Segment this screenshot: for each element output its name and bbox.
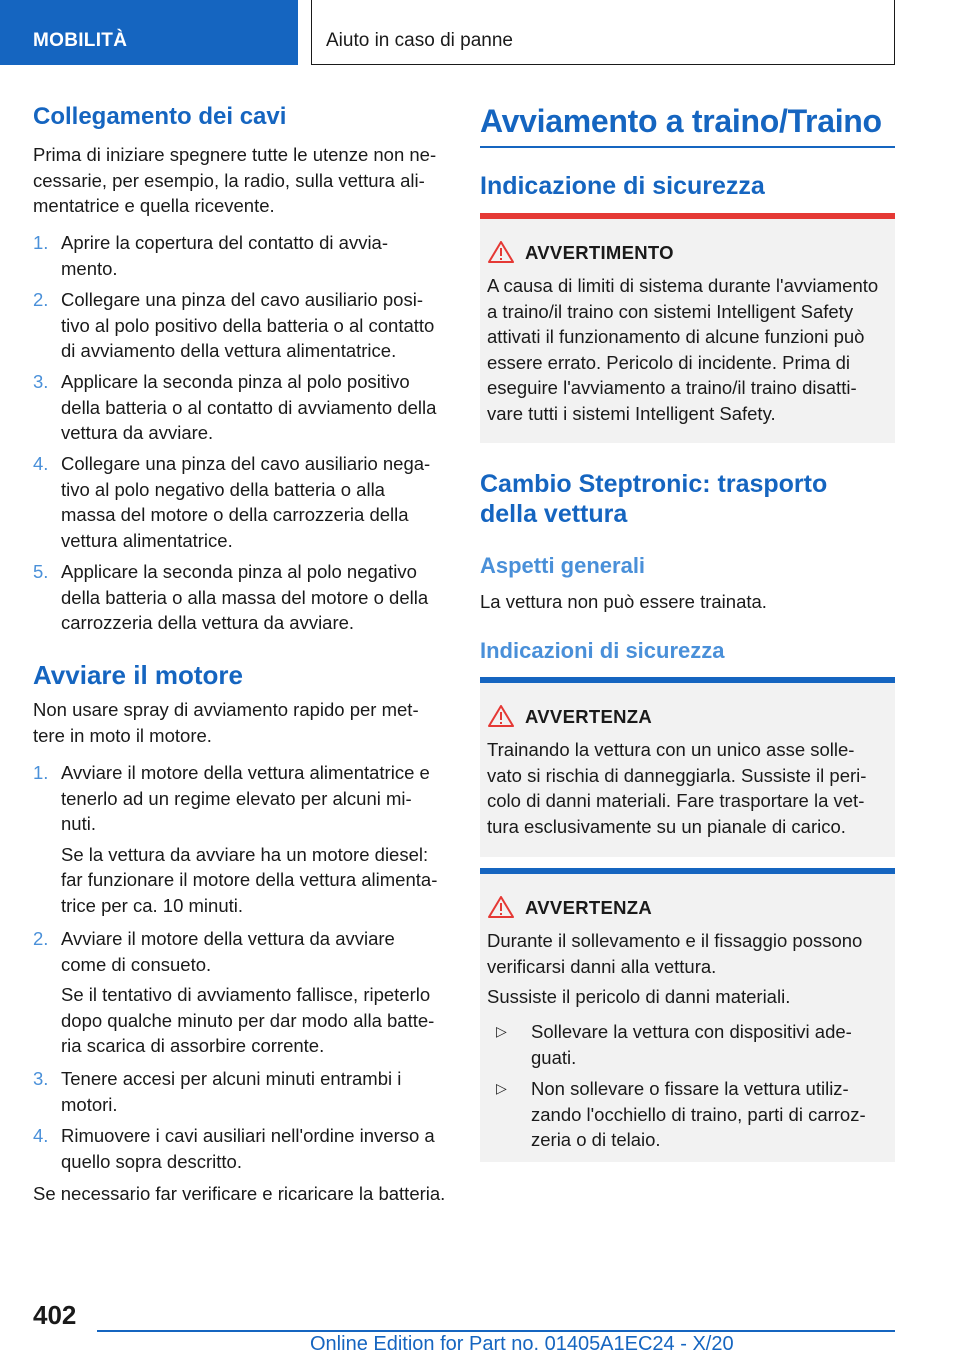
heading-start-engine: Avviare il motore [33, 660, 244, 690]
edition-info: Online Edition for Part no. 01405A1EC24 - X/20 [310, 1333, 734, 1355]
footer-rule [97, 1330, 895, 1332]
heading-safety-notes: Indicazioni di sicurezza [480, 638, 725, 663]
warning-bar [480, 213, 895, 219]
general-text: La vettura non può essere trainata. [480, 591, 767, 612]
heading-general: Aspetti generali [480, 553, 646, 578]
triangle-bullet-icon: ▷ [496, 1080, 507, 1096]
notice-bar [480, 868, 895, 874]
notice-title: AVVERTENZA [525, 706, 653, 727]
chapter-tab [311, 0, 895, 65]
title-underline [480, 146, 895, 148]
page-number: 402 [33, 1300, 77, 1330]
warning-triangle-icon [488, 896, 514, 918]
warning-triangle-icon [488, 241, 514, 263]
cable-intro: Prima di iniziare spegnere tutte le utenze non ne- cessarie, per esempio, la radio, sulla vettura ali- mentatrice e quella ricevente. [33, 144, 437, 216]
notice-box [480, 677, 895, 857]
notice-box: AVVERTENZA Durante il sollevamento e il fissaggio possono verificarsi danni alla vettura. Sussiste il pericolo di danni materiali. ▷ Sollevare la vettura con dispositivi ade- guati. ▷ Non sollevare o fissare la vettura utiliz- zando l'occhiello di traino, parti di carroz- zeria o di telaio. [480, 868, 895, 1162]
section-title: MOBILITÀ [33, 30, 128, 51]
notice-title: AVVERTENZA [525, 897, 653, 918]
notice-bar [480, 677, 895, 683]
section-tab [0, 0, 298, 65]
warning-box [480, 213, 895, 443]
warning-text: A causa di limiti di sistema durante l'avviamento a traino/il traino con sistemi Intelligent Safety attivati il funzionamento di alcune funzioni può essere errato. Pericolo di incidente. Prima di eseguire l'avviamento a traino/il traino disatti- vare tutti i sistemi Intelligent Safety. [487, 275, 879, 424]
heading-safety: Indicazione di sicurezza [480, 172, 765, 200]
start-intro: Non usare spray di avviamento rapido per met- tere in moto il motore. [33, 699, 419, 746]
warning-triangle-icon [488, 705, 514, 727]
chapter-title: Aiuto in caso di panne [326, 30, 513, 51]
heading-towing: Avviamento a traino/Traino [480, 103, 882, 139]
triangle-bullet-icon: ▷ [496, 1023, 507, 1039]
battery-note: Se necessario far verificare e ricaricare la batteria. [33, 1183, 446, 1204]
heading-cable-connection: Collegamento dei cavi [33, 103, 287, 130]
notice-text: Durante il sollevamento e il fissaggio possono verificarsi danni alla vettura. Sussiste il pericolo di danni materiali. [487, 930, 863, 1007]
warning-title: AVVERTIMENTO [525, 242, 674, 263]
heading-steptronic: Cambio Steptronic: trasporto della vettura [480, 470, 828, 528]
notice-text: Trainando la vettura con un unico asse solle- vato si rischia di danneggiarla. Sussiste il peri- colo di danni materiali. Fare trasportare la vet- tura esclusivamente su un pianale di carico. [487, 739, 867, 837]
